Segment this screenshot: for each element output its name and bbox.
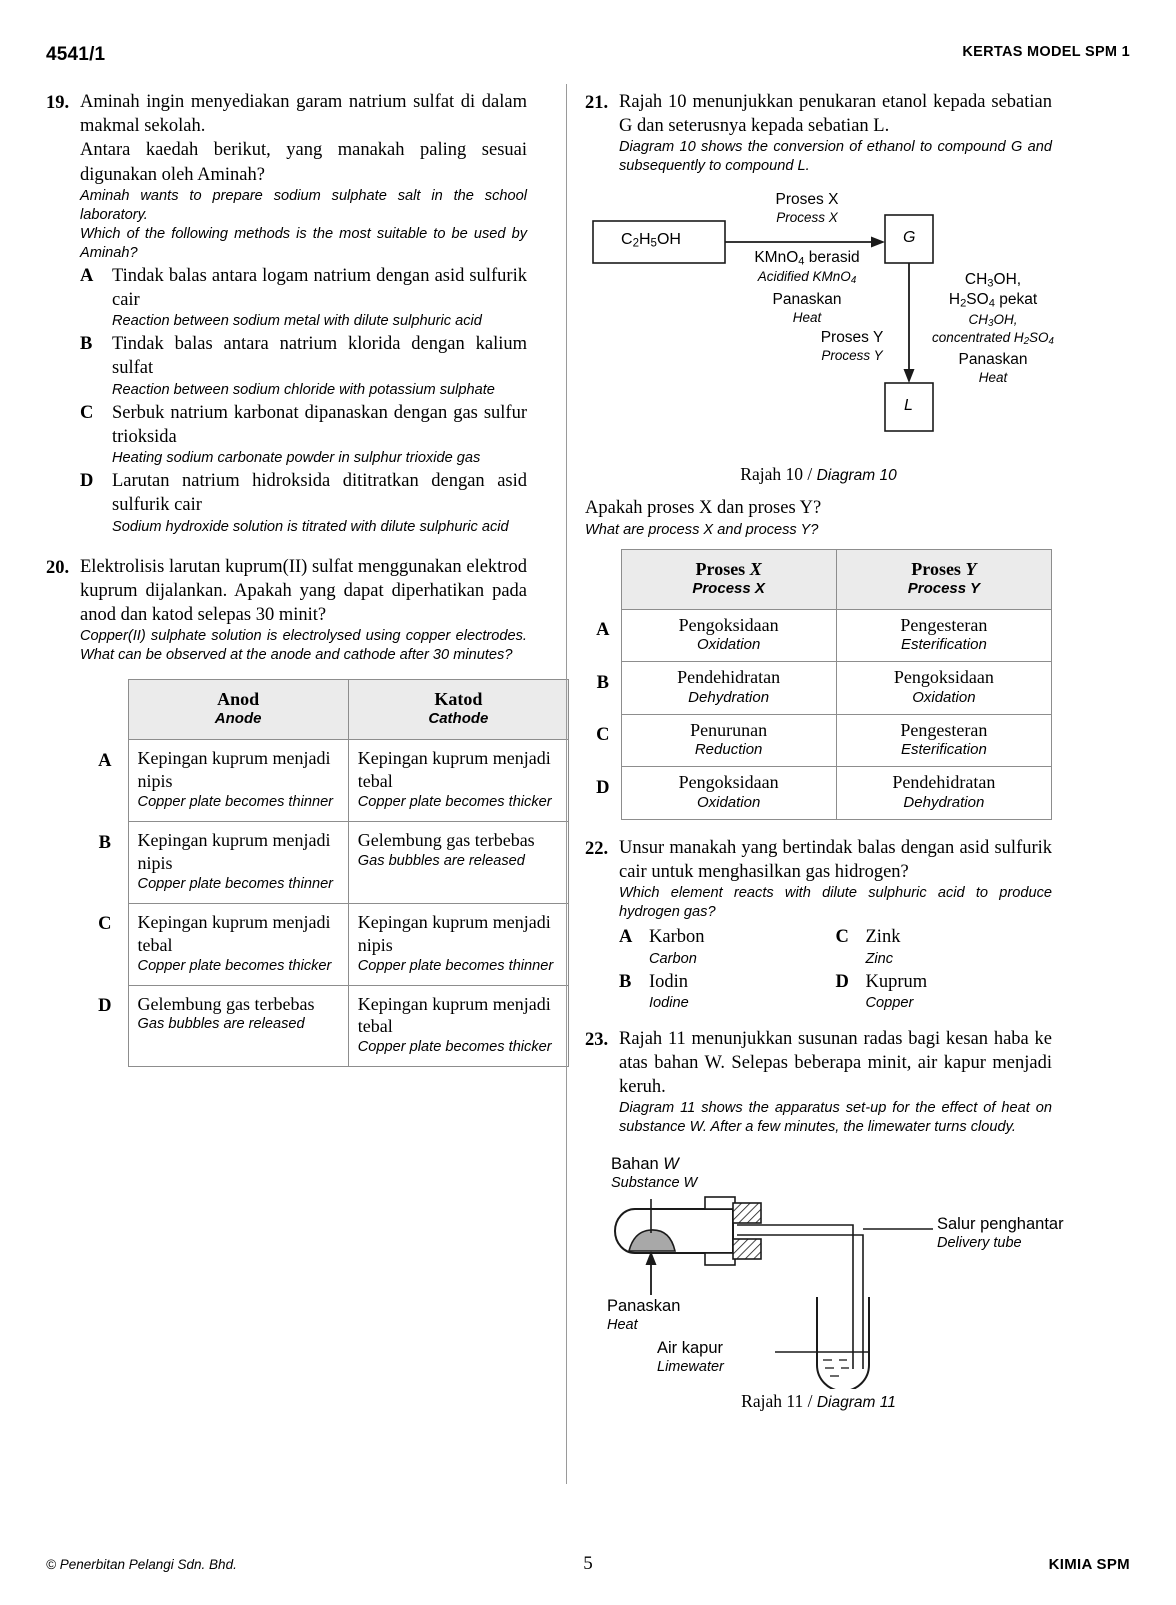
option-b-text-en: Reaction between sodium chloride with potassium sulphate [112,381,495,398]
question-20-answer-table [88,679,569,1067]
row-c-process-y-bm: Pengesteran [900,719,988,740]
question-22-options-row-1 [619,924,1052,968]
row-a-anode [128,740,348,822]
question-19-stem-bm-1: Aminah ingin menyediakan garam natrium sulfat di dalam makmal sekolah. [80,92,527,137]
question-19-number: 19. [46,93,70,113]
row-d-anode-bm: Gelembung gas terbebas [137,993,315,1014]
heat-label-en: Heat [607,1317,638,1334]
two-column-body [46,90,1130,1412]
option-a-text-en: Carbon [649,950,697,967]
row-a-cathode-bm: Kepingan kuprum menjadi tebal [357,748,551,792]
process-y-bm: Proses Y [820,329,884,347]
row-c-cathode-bm: Kepingan kuprum menjadi nipis [357,911,551,955]
row-a-cathode-en: Copper plate becomes thicker [357,793,552,810]
row-b-process-x [621,662,836,715]
paper-title: KERTAS MODEL SPM 1 [962,44,1130,60]
table-header-row [585,549,1052,609]
option-a[interactable] [619,925,836,968]
row-d-cathode-en: Copper plate becomes thicker [357,1039,552,1056]
table-header-row [88,680,569,740]
row-d-process-y-en: Dehydration [903,793,985,811]
page-footer [46,1553,1130,1575]
question-22-stem-en: Which element reacts with dilute sulphuric acid to produce hydrogen gas? [619,885,1052,921]
process-x-bm: Proses X [775,191,839,209]
question-19 [46,90,527,537]
header-process-x [621,549,836,609]
option-a-text-en: Reaction between sodium metal with dilute sulphuric acid [112,313,482,330]
question-23 [585,1027,1052,1138]
reagent-y-bm: $CH_3OH$, $H_2SO_4$ pekat [948,271,1038,310]
diagram-11-caption [585,1391,1052,1412]
header-cathode [348,680,568,740]
question-20-stem-en: Copper(II) sulphate solution is electrolysed using copper electrodes. What can be observed at the anode and cathode after 30 minutes? [80,628,527,664]
option-a-text-bm: Tindak balas antara logam natrium dengan asid sulfurik cair [112,265,527,311]
reagent-x-en: Acidified KMnO$_4$ [757,269,857,287]
row-c-process-x-en: Reduction [694,741,763,759]
option-b-text-en: Iodine [649,994,689,1011]
question-21 [585,90,1052,176]
header-cathode-en: Cathode [428,710,489,728]
question-19-stem-en-1: Aminah wants to prepare sodium sulphate salt in the school laboratory. [80,187,527,223]
row-d-process-y [836,767,1051,820]
question-21-number: 21. [585,93,609,113]
row-c-process-x [621,714,836,767]
question-21-answer-table [585,549,1052,820]
header-anode [128,680,348,740]
heat-label-bm: Panaskan [607,1297,681,1316]
diagram-10-caption [585,464,1052,485]
row-a-process-x-en: Oxidation [696,636,761,654]
row-a-process-y-en: Esterification [900,636,987,654]
row-label-d: D [98,996,112,1017]
option-d-text-bm: Larutan natrium hidroksida dititratkan dengan asid sulfurik cair [112,471,527,516]
option-b[interactable] [80,332,527,399]
compound-l-box-label: L [904,397,913,415]
option-d-text-en: Copper [865,994,914,1011]
header-process-y-bm: Proses Y [911,558,977,579]
row-a-process-x [621,609,836,662]
reagent-y-en: $CH_3OH$, concentrated $H_2SO_4$ [932,311,1054,347]
option-b-text-bm: Iodin [649,971,689,992]
row-c-cathode-en: Copper plate becomes thinner [357,957,554,974]
row-label-b: B [596,672,609,693]
header-anode-bm: Anod [217,689,260,710]
row-a-anode-bm: Kepingan kuprum menjadi nipis [137,748,331,792]
delivery-tube-bm: Salur penghantar [937,1215,1064,1234]
heat-label [607,1297,680,1334]
row-a-cathode [348,740,568,822]
footer-publisher: © Penerbitan Pelangi Sdn. Bhd. [46,1557,237,1572]
row-b-process-x-bm: Pendehidratan [677,667,781,688]
question-22-number: 22. [585,838,609,859]
table-row[interactable] [88,903,569,985]
row-c-anode [128,903,348,985]
table-row[interactable] [585,609,1052,662]
row-d-anode [128,985,348,1067]
option-c-text-bm: Serbuk natrium karbonat dipanaskan dengan gas sulfur trioksida [112,402,527,447]
header-process-x-bm: Proses X [695,558,762,579]
option-b-text-bm: Tindak balas antara natrium klorida dengan kalium sulfat [112,334,527,379]
limewater-en: Limewater [657,1359,724,1376]
substance-w-label [611,1155,697,1192]
diagram-10-caption-bm: Rajah 10 / [740,464,813,485]
question-22-stem-bm: Unsur manakah yang bertindak balas dengan asid sulfurik cair untuk menghasilkan gas hidrogen? [619,837,1052,883]
footer-page-number: 5 [583,1553,593,1574]
footer-subject: KIMIA SPM [1048,1556,1130,1573]
option-a-label: A [619,927,633,948]
option-b[interactable] [619,970,836,1013]
header-anode-en: Anode [214,710,262,728]
row-label-c: C [98,914,112,935]
row-b-cathode-bm: Gelembung gas terbebas [357,830,535,850]
question-21-stem-en: Diagram 10 shows the conversion of ethanol to compound G and subsequently to compound L. [619,139,1052,175]
row-c-process-y-en: Esterification [900,741,987,759]
row-a-process-x-bm: Pengoksidaan [678,614,779,635]
reagent-x-bm: KMnO$_4$ berasid [754,249,860,268]
row-d-cathode [348,985,568,1067]
row-b-process-y [836,662,1051,715]
row-d-process-x-en: Oxidation [696,793,761,811]
option-c-text-en: Heating sodium carbonate powder in sulphur trioxide gas [112,450,481,467]
row-b-anode-en: Copper plate becomes thinner [137,875,334,892]
row-a-anode-en: Copper plate becomes thinner [137,793,334,810]
reagent-x-label [725,249,889,287]
left-column [46,90,554,1412]
option-a[interactable] [80,264,527,331]
option-c[interactable] [836,925,1053,968]
row-label-a: A [596,620,610,641]
option-d[interactable] [80,469,527,536]
question-22 [585,836,1052,1013]
option-a-label: A [80,265,94,286]
row-c-anode-bm: Kepingan kuprum menjadi tebal [137,911,331,955]
row-c-anode-en: Copper plate becomes thicker [137,957,332,974]
paper-code: 4541/1 [46,44,106,65]
option-c-text-en: Zinc [865,950,894,967]
row-c-cathode [348,903,568,985]
row-label-b: B [98,832,111,853]
delivery-tube-en: Delivery tube [937,1235,1022,1252]
question-20-stem-bm: Elektrolisis larutan kuprum(II) sulfat menggunakan elektrod kuprum dijalankan. Apakah yang dapat diperhatikan pada anod dan katod selepas 30 minit? [80,556,527,626]
header-cathode-bm: Katod [434,689,483,710]
option-a-text-bm: Karbon [649,927,705,948]
row-c-process-x-bm: Penurunan [690,719,768,740]
table-row[interactable] [88,822,569,904]
row-b-cathode-en: Gas bubbles are released [357,852,525,869]
substance-w-bm: Bahan W [611,1155,679,1174]
row-b-anode [128,822,348,904]
option-c-label: C [835,927,849,948]
option-c[interactable] [80,401,527,468]
heat-x-label [725,291,889,326]
option-d[interactable] [836,970,1053,1013]
option-c-text-bm: Zink [865,927,901,948]
heat-x-en: Heat [792,310,822,326]
diagram-11 [585,1147,1064,1389]
diagram-11-caption-bm: Rajah 11 / [741,1391,813,1412]
row-b-process-x-en: Dehydration [688,688,770,706]
row-b-cathode [348,822,568,904]
diagram-11-caption-en: Diagram 11 [816,1394,896,1412]
corner-cell [88,680,128,740]
right-column [549,90,1064,1412]
limewater-label [657,1339,724,1376]
diagram-10-caption-en: Diagram 10 [816,467,897,485]
row-a-process-y [836,609,1051,662]
question-19-stem-en-2: Which of the following methods is the most suitable to be used by Aminah? [80,225,527,261]
option-d-text-en: Sodium hydroxide solution is titrated with dilute sulphuric acid [112,518,509,535]
question-19-stem-bm-2: Antara kaedah berikut, yang manakah paling sesuai digunakan oleh Aminah? [80,140,527,185]
header-process-y [836,549,1051,609]
row-label-c: C [596,725,610,746]
heat-y-label [919,351,1067,386]
process-x-en: Process X [776,210,838,226]
row-label-d: D [596,777,610,798]
table-row[interactable] [585,714,1052,767]
diagram-10 [585,187,1052,455]
question-20-number: 20. [46,557,70,578]
delivery-tube-label [937,1215,1064,1252]
header-process-x-en: Process X [692,579,765,597]
question-20 [46,555,527,666]
table-row[interactable] [585,767,1052,820]
limewater-bm: Air kapur [657,1339,724,1358]
row-d-process-x [621,767,836,820]
question-22-options-row-2 [619,969,1052,1013]
process-y-en: Process Y [821,348,883,364]
reagent-y-label [919,271,1067,347]
option-b-label: B [80,334,93,355]
option-d-text-bm: Kuprum [865,971,928,992]
table-row[interactable] [88,985,569,1067]
header-process-y-en: Process Y [907,579,981,597]
heat-y-bm: Panaskan [958,351,1028,369]
question-23-stem-bm: Rajah 11 menunjukkan susunan radas bagi kesan haba ke atas bahan W. Selepas beberapa minit, air kapur menjadi keruh. [619,1028,1052,1098]
row-b-process-y-en: Oxidation [912,688,976,706]
process-y-label [803,329,901,364]
heat-y-en: Heat [978,370,1008,386]
question-21-prompt-bm: Apakah proses X dan proses Y? [585,498,822,519]
corner-cell [585,549,621,609]
page-header [46,44,1130,66]
row-b-process-y-bm: Pengoksidaan [893,667,994,688]
option-b-label: B [619,971,632,992]
substance-w-en: Substance W [611,1175,698,1192]
row-d-process-x-bm: Pengoksidaan [678,772,779,793]
row-d-cathode-bm: Kepingan kuprum menjadi tebal [357,993,551,1037]
option-d-label: D [835,971,849,992]
row-b-anode-bm: Kepingan kuprum menjadi nipis [137,830,331,873]
table-row[interactable] [88,740,569,822]
heat-x-bm: Panaskan [772,291,842,309]
question-21-prompt-en: What are process X and process Y? [585,521,819,538]
row-d-process-y-bm: Pendehidratan [892,772,996,793]
row-a-process-y-bm: Pengesteran [900,614,988,635]
option-c-label: C [80,402,94,423]
option-d-label: D [80,471,94,492]
column-divider [566,84,567,1484]
process-x-label [737,191,877,226]
row-d-anode-en: Gas bubbles are released [137,1016,305,1033]
compound-g-box-label: G [903,229,916,247]
question-23-stem-en: Diagram 11 shows the apparatus set-up for the effect of heat on substance W. After a few minutes, the limewater turns cloudy. [619,1100,1052,1136]
question-23-number: 23. [585,1029,609,1050]
question-21-stem-bm: Rajah 10 menunjukkan penukaran etanol kepada sebatian G dan seterusnya kepada sebatian L. [619,92,1052,137]
row-label-a: A [98,750,112,771]
table-row[interactable] [585,662,1052,715]
ethanol-box-label: $C_2H_5OH$ [621,231,681,250]
row-c-process-y [836,714,1051,767]
